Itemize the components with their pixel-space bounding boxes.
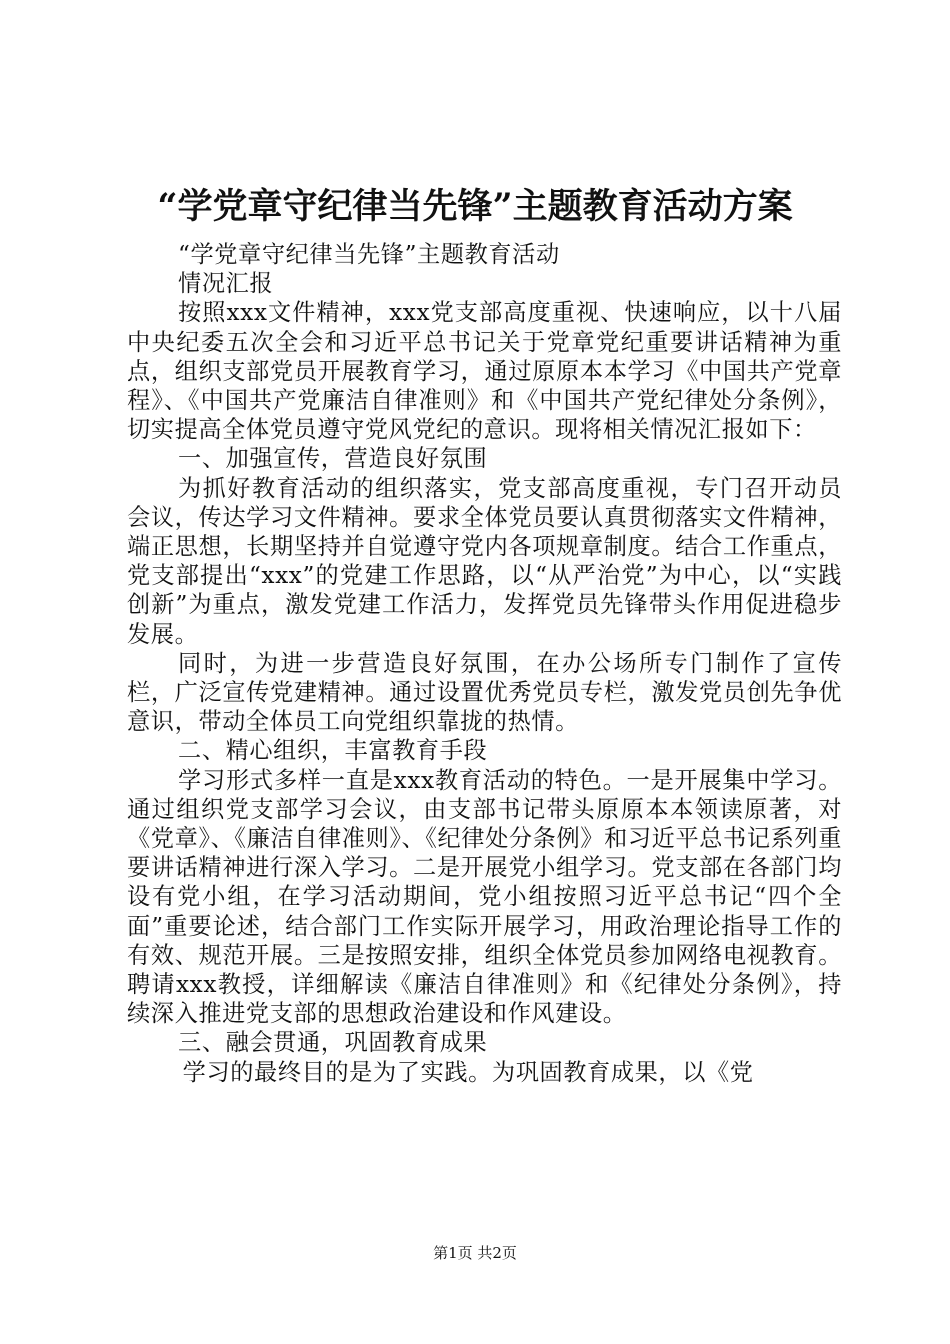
paragraph-subtitle-line2: 情况汇报	[178, 270, 274, 298]
paragraph-subtitle-line1: “学党章守纪律当先锋”主题教育活动	[178, 241, 560, 268]
paragraph-section1-b: 同时，为进一步营造良好氛围，在办公场所专门制作了宣传栏，广泛宣传党建精神。通过设置优秀党员专栏，激发党员创先争优意识，带动全体员工向党组织靠拢的热情。	[127, 649, 842, 736]
paragraph-section1-a: 为抓好教育活动的组织落实，党支部高度重视，专门召开动员会议，传达学习文件精神。要求全体党员要认真贯彻落实文件精神，端正思想，长期坚持并自觉遵守党内各项规章制度。结合工作重点，党支部提出“xxx”的党建工作思路，以“从严治党”为中心，以“实践创新”为重点，激发党建工作活力，发挥党员先锋带头作用促进稳步发展。	[127, 474, 842, 648]
document-body	[127, 240, 842, 1087]
document-title: “学党章守纪律当先锋”主题教育活动方案	[157, 186, 793, 227]
paragraph-section3: 学习的最终目的是为了实践。为巩固教育成果，以《党	[182, 1058, 754, 1086]
paragraph-section2: 学习形式多样一直是xxx教育活动的特色。一是开展集中学习。通过组织党支部学习会议，由支部书记带头原原本本领读原著，对《党章》、《廉洁自律准则》、《纪律处分条例》和习近平总书记系列重要讲话精神进行深入学习。二是开展党小组学习。党支部在各部门均设有党小组，在学习活动期间，党小组按照习近平总书记“四个全面”重要论述，结合部门工作实际开展学习，用政治理论指导工作的有效、规范开展。三是按照安排，组织全体党员参加网络电视教育。聘请xxx教授，详细解读《廉洁自律准则》和《纪律处分条例》，持续深入推进党支部的思想政治建设和作风建设。	[127, 766, 842, 1028]
page-footer: 第1页 共2页	[433, 1244, 517, 1262]
section-heading-2: 二、精心组织，丰富教育手段	[178, 737, 488, 765]
section-heading-1: 一、加强宣传，营造良好氛围	[178, 445, 488, 473]
paragraph-intro: 按照xxx文件精神，xxx党支部高度重视、快速响应，以十八届中央纪委五次全会和习近平总书记关于党章党纪重要讲话精神为重点，组织支部党员开展教育学习，通过原原本本学习《中国共产党章程》、《中国共产党廉洁自律准则》和《中国共产党纪律处分条例》，切实提高全体党员遵守党风党纪的意识。现将相关情况汇报如下：	[127, 299, 842, 444]
section-heading-3: 三、融会贯通，巩固教育成果	[178, 1029, 488, 1057]
